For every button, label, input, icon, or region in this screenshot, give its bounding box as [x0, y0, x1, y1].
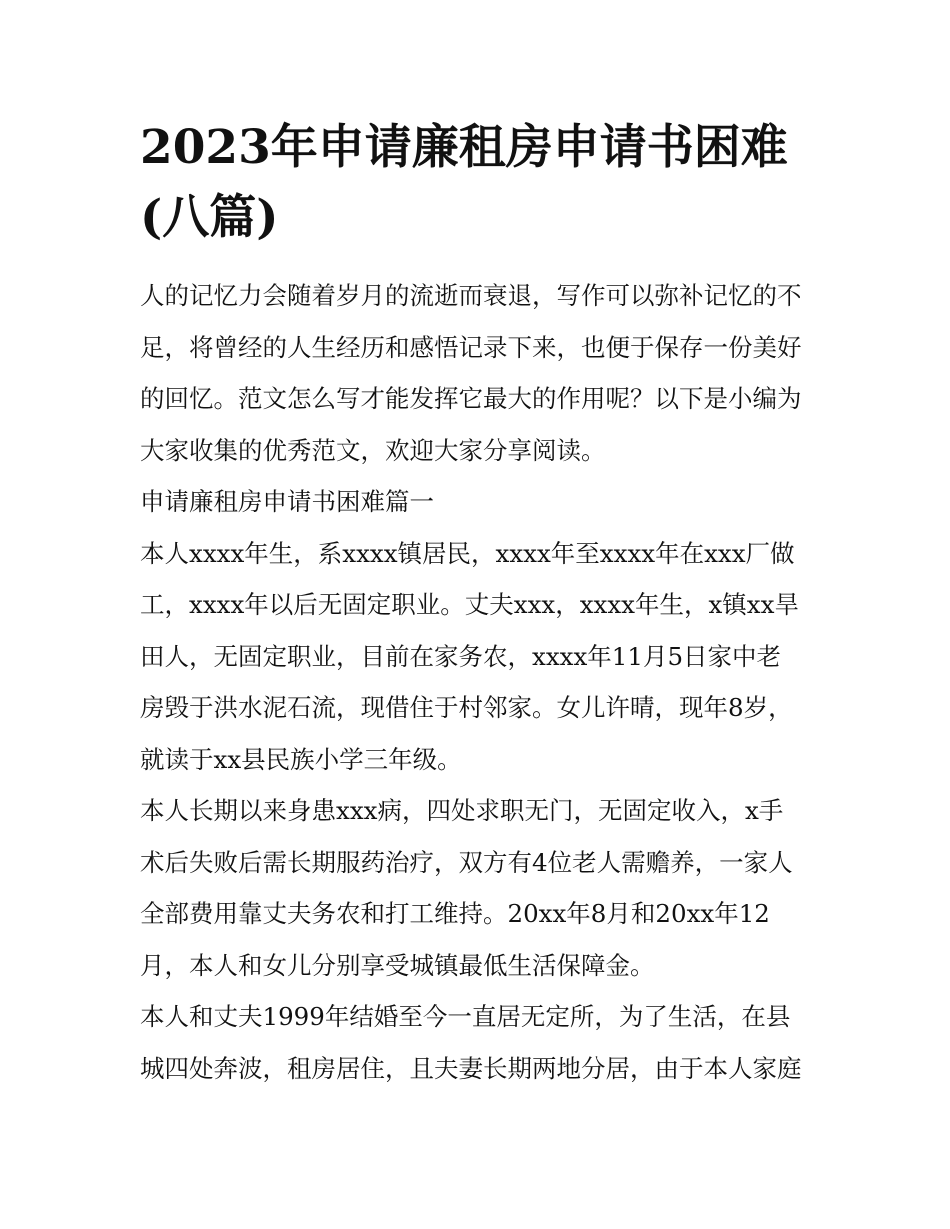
document-body: [140, 270, 820, 1094]
body-line: 本人xxxx年生，系xxxx镇居民，xxxx年至xxxx年在xxx厂做: [140, 538, 795, 568]
body-line: 本人长期以来身患xxx病，四处求职无门，无固定收入，x手: [140, 796, 784, 825]
body-line: 全部费用靠丈夫务农和打工维持。20xx年8月和20xx年12: [140, 899, 770, 928]
body-line: 月，本人和女儿分别享受城镇最低生活保障金。: [140, 950, 655, 980]
body-line: 田人，无固定职业，目前在家务农，xxxx年11月5日家中老: [140, 641, 782, 671]
body-line: 房毁于洪水泥石流，现借住于村邻家。女儿许晴，现年8岁，: [140, 693, 793, 722]
title-line-1: 2023年申请廉租房申请书困难: [140, 120, 788, 175]
body-line: 就读于xx县民族小学三年级。: [140, 744, 462, 774]
document-title: [140, 113, 820, 253]
body-line: 大家收集的优秀范文，欢迎大家分享阅读。: [140, 435, 606, 465]
body-line: 足，将曾经的人生经历和感悟记录下来，也便于保存一份美好: [140, 332, 802, 362]
section-heading: 申请廉租房申请书困难篇一: [140, 487, 434, 516]
body-line: 城四处奔波，租房居住，且夫妻长期两地分居，由于本人家庭: [140, 1053, 802, 1083]
body-line: 人的记忆力会随着岁月的流逝而衰退，写作可以弥补记忆的不: [140, 281, 802, 310]
body-line: 术后失败后需长期服药治疗，双方有4位老人需赡养，一家人: [140, 847, 793, 877]
title-line-2: (八篇): [140, 190, 279, 245]
body-line: 本人和丈夫1999年结婚至今一直居无定所，为了生活，在县: [140, 1002, 791, 1031]
body-line: 的回忆。范文怎么写才能发挥它最大的作用呢？以下是小编为: [140, 384, 802, 413]
body-line: 工，xxxx年以后无固定职业。丈夫xxx，xxxx年生，x镇xx旱: [140, 590, 799, 619]
